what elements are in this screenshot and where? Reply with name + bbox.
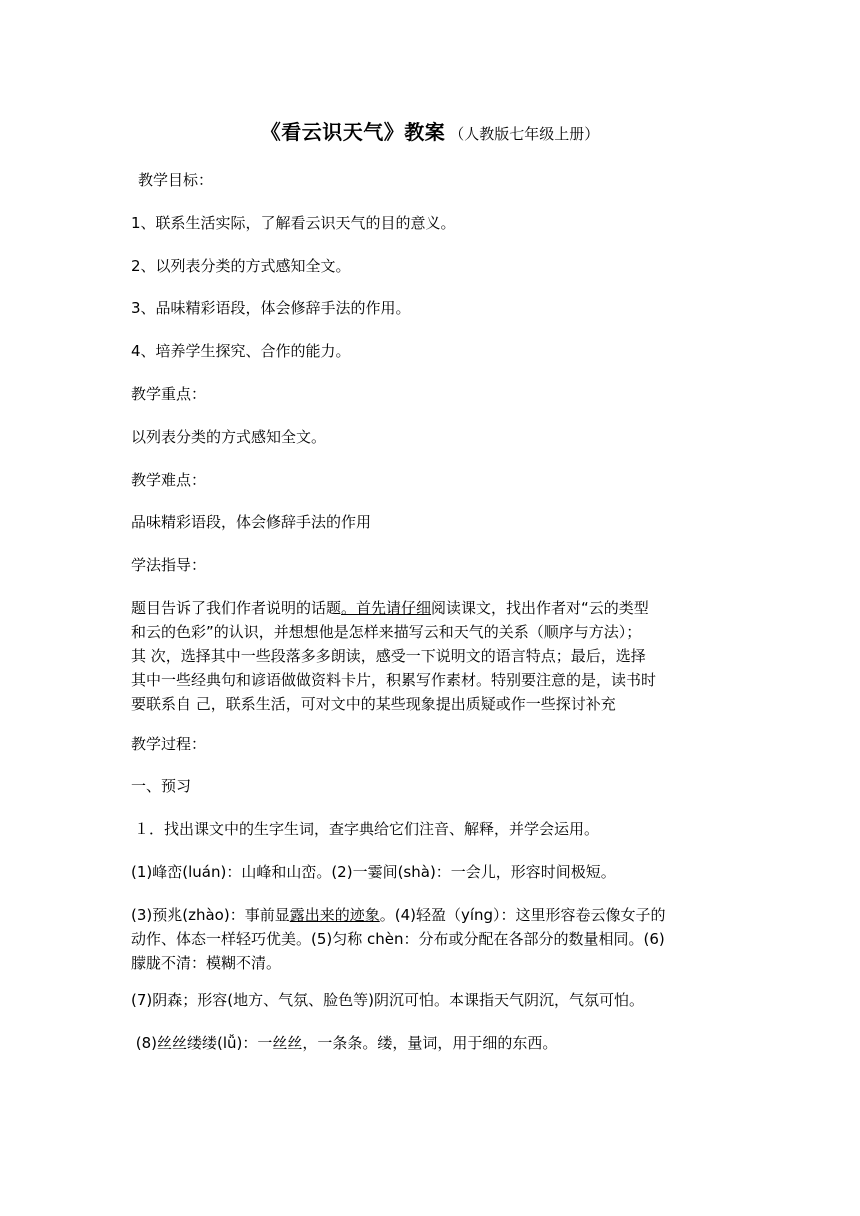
key-points-text: 以列表分类的方式感知全文。 (131, 428, 327, 446)
method-line: 其中一些经典句和谚语做做资料卡片，积累写作素材。特别要注意的是，读书时 (131, 671, 657, 689)
document-title (0, 116, 860, 145)
vocab-underlined-text: 露出来的迹象 (289, 906, 380, 924)
method-underlined-text: 。首先请仔细 (341, 599, 432, 617)
objectives-heading: 教学目标： (138, 171, 214, 189)
vocab-paragraph (131, 903, 731, 975)
method-line: 和云的色彩”的认识，并想想他是怎样来描写云和天气的关系（顺序与方法）； (131, 623, 642, 641)
difficulties-text: 品味精彩语段，体会修辞手法的作用 (131, 513, 372, 531)
difficulties-heading: 教学难点： (131, 471, 207, 489)
method-text: 阅读课文，找出作者对“云的类型 (431, 599, 649, 617)
title-main: 《看云识天气》教案 (260, 120, 446, 144)
process-heading: 教学过程： (131, 735, 207, 753)
vocab-line: 朦胧不清：模糊不清。 (131, 954, 282, 972)
key-points-heading: 教学重点： (131, 385, 207, 403)
vocab-text: (3)预兆(zhào)：事前显 (131, 906, 290, 924)
method-line (131, 596, 731, 620)
objective-item: 3、品味精彩语段，体会修辞手法的作用。 (131, 299, 411, 317)
step-text: １．找出课文中的生字生词，查字典给它们注音、解释，并学会运用。 (134, 820, 600, 838)
method-heading: 学法指导： (131, 556, 207, 574)
vocab-line: (8)丝丝缕缕(lǚ)：一丝丝，一条条。缕，量词，用于细的东西。 (131, 1034, 558, 1052)
method-line: 要联系自 己，联系生活，可对文中的某些现象提出质疑或作一些探讨补充 (131, 695, 616, 713)
vocab-line: 动作、体态一样轻巧优美。(5)匀称 chèn：分布或分配在各部分的数量相同。(6) (131, 930, 665, 948)
objective-item: 4、培养学生探究、合作的能力。 (131, 342, 351, 360)
vocab-line: (1)峰峦(luán)：山峰和山峦。(2)一霎间(shà)：一会儿，形容时间极短。 (131, 863, 616, 881)
method-text: 题目告诉了我们作者说明的话题 (131, 599, 342, 617)
vocab-line: (7)阴森；形容(地方、气氛、脸色等)阴沉可怕。本课指天气阴沉，气氛可怕。 (131, 991, 644, 1009)
vocab-text: 。(4)轻盈（yíng）：这里形容卷云像女子的 (379, 906, 666, 924)
title-subtitle: （人教版七年级上册） (449, 125, 600, 143)
vocab-line (131, 903, 731, 927)
section-heading: 一、预习 (131, 777, 192, 795)
method-line: 其 次，选择其中一些段落多多朗读，感受一下说明文的语言特点；最后，选择 (131, 647, 646, 665)
objective-item: 2、以列表分类的方式感知全文。 (131, 257, 351, 275)
method-paragraph (131, 596, 731, 716)
objective-item: 1、联系生活实际，了解看云识天气的目的意义。 (131, 214, 456, 232)
